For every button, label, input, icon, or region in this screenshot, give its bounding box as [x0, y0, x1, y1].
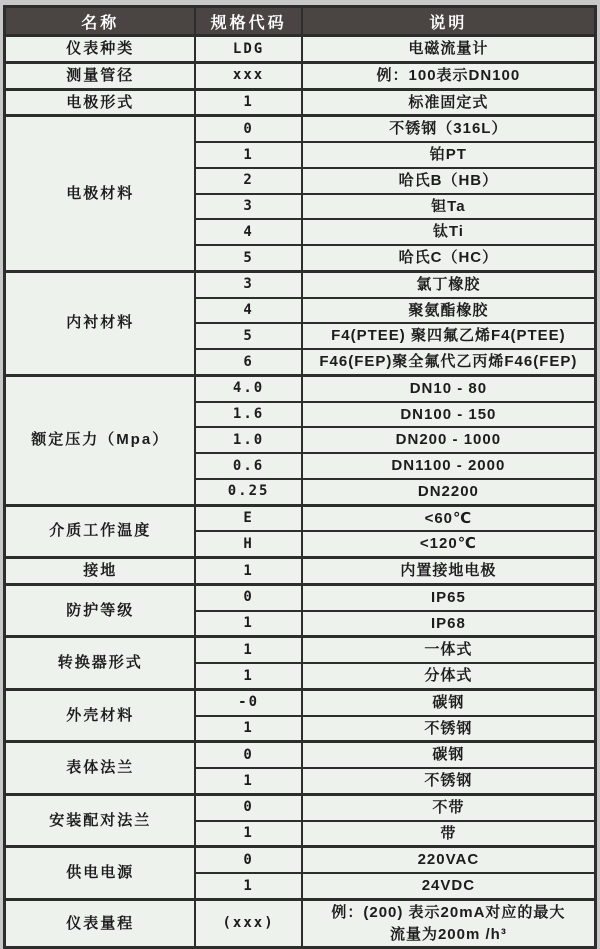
table-row: [5, 89, 596, 116]
desc-cell: DN100 - 150: [302, 402, 596, 428]
code-cell: 1: [195, 637, 301, 663]
table-row: [5, 794, 596, 820]
desc-cell: DN10 - 80: [302, 375, 596, 401]
desc-cell: IP65: [302, 584, 596, 610]
code-cell: 5: [195, 245, 301, 271]
code-cell: 0: [195, 742, 301, 768]
table-row: [5, 847, 596, 873]
group-name-cell: 仪表量程: [5, 899, 196, 948]
table-row: [5, 505, 596, 531]
group-name-cell: 供电电源: [5, 847, 196, 900]
desc-cell: 不锈钢（316L）: [302, 116, 596, 142]
group-name-cell: 表体法兰: [5, 742, 196, 795]
code-cell: 1.6: [195, 402, 301, 428]
desc-cell: IP68: [302, 611, 596, 637]
desc-cell: 标准固定式: [302, 89, 596, 116]
table-row: [5, 689, 596, 715]
group-name-cell: 防护等级: [5, 584, 196, 637]
code-cell: 1: [195, 558, 301, 585]
desc-cell: 带: [302, 821, 596, 847]
code-cell: (xxx): [195, 899, 301, 948]
spec-table: [3, 5, 597, 949]
desc-cell: 24VDC: [302, 873, 596, 899]
desc-cell: 哈氏B（HB）: [302, 168, 596, 194]
code-cell: 1.0: [195, 427, 301, 453]
table-row: [5, 271, 596, 297]
group-name-cell: 外壳材料: [5, 689, 196, 742]
code-cell: 0: [195, 584, 301, 610]
code-cell: 3: [195, 271, 301, 297]
desc-cell: F46(FEP)聚全氟代乙丙烯F46(FEP): [302, 349, 596, 375]
desc-cell: DN200 - 1000: [302, 427, 596, 453]
desc-cell: DN1100 - 2000: [302, 453, 596, 479]
desc-cell: 铂PT: [302, 142, 596, 168]
desc-cell: 聚氨酯橡胶: [302, 298, 596, 324]
desc-cell: DN2200: [302, 479, 596, 505]
table-row: [5, 742, 596, 768]
code-cell: 0: [195, 794, 301, 820]
code-cell: xxx: [195, 62, 301, 89]
desc-cell: <60℃: [302, 505, 596, 531]
code-cell: 1: [195, 663, 301, 689]
column-header-code: 规格代码: [195, 7, 301, 36]
code-cell: 1: [195, 768, 301, 794]
desc-cell: F4(PTEE) 聚四氟乙烯F4(PTEE): [302, 323, 596, 349]
group-name-cell: 额定压力（Mpa）: [5, 375, 196, 505]
table-row: [5, 558, 596, 585]
code-cell: H: [195, 531, 301, 557]
code-cell: 1: [195, 89, 301, 116]
code-cell: 1: [195, 716, 301, 742]
desc-cell: 电磁流量计: [302, 36, 596, 63]
code-cell: 1: [195, 611, 301, 637]
desc-cell: 不锈钢: [302, 716, 596, 742]
group-name-cell: 电极形式: [5, 89, 196, 116]
code-cell: 1: [195, 873, 301, 899]
desc-cell: 碳钢: [302, 689, 596, 715]
code-cell: 4.0: [195, 375, 301, 401]
desc-cell: 内置接地电极: [302, 558, 596, 585]
code-cell: 0.6: [195, 453, 301, 479]
table-row: [5, 62, 596, 89]
code-cell: 1: [195, 821, 301, 847]
desc-cell: <120℃: [302, 531, 596, 557]
desc-cell: 氯丁橡胶: [302, 271, 596, 297]
group-name-cell: 转换器形式: [5, 637, 196, 690]
spec-table-header: [5, 7, 596, 36]
code-cell: E: [195, 505, 301, 531]
desc-cell: 钛Ti: [302, 219, 596, 245]
code-cell: 4: [195, 298, 301, 324]
desc-cell: 例：100表示DN100: [302, 62, 596, 89]
desc-cell: 碳钢: [302, 742, 596, 768]
code-cell: 0.25: [195, 479, 301, 505]
table-row: [5, 584, 596, 610]
column-header-name: 名称: [5, 7, 196, 36]
group-name-cell: 仪表种类: [5, 36, 196, 63]
desc-cell: 一体式: [302, 637, 596, 663]
code-cell: 6: [195, 349, 301, 375]
table-row: [5, 375, 596, 401]
desc-cell: 分体式: [302, 663, 596, 689]
group-name-cell: 测量管径: [5, 62, 196, 89]
spec-table-body: [5, 36, 596, 948]
group-name-cell: 安装配对法兰: [5, 794, 196, 847]
code-cell: 2: [195, 168, 301, 194]
code-cell: -0: [195, 689, 301, 715]
table-row: [5, 36, 596, 63]
code-cell: 3: [195, 194, 301, 220]
code-cell: 0: [195, 847, 301, 873]
code-cell: 4: [195, 219, 301, 245]
group-name-cell: 内衬材料: [5, 271, 196, 375]
table-row: [5, 899, 596, 948]
desc-cell: 例：(200) 表示20mA对应的最大 流量为200m /h³: [302, 899, 596, 948]
group-name-cell: 电极材料: [5, 116, 196, 272]
code-cell: 1: [195, 142, 301, 168]
desc-cell: 220VAC: [302, 847, 596, 873]
desc-cell: 哈氏C（HC）: [302, 245, 596, 271]
spec-table-wrapper: [3, 5, 597, 943]
code-cell: 5: [195, 323, 301, 349]
column-header-desc: 说明: [302, 7, 596, 36]
desc-cell: 不锈钢: [302, 768, 596, 794]
code-cell: LDG: [195, 36, 301, 63]
table-row: [5, 637, 596, 663]
header-row: [5, 7, 596, 36]
table-row: [5, 116, 596, 142]
code-cell: 0: [195, 116, 301, 142]
desc-cell: 钽Ta: [302, 194, 596, 220]
group-name-cell: 接地: [5, 558, 196, 585]
group-name-cell: 介质工作温度: [5, 505, 196, 558]
desc-cell: 不带: [302, 794, 596, 820]
